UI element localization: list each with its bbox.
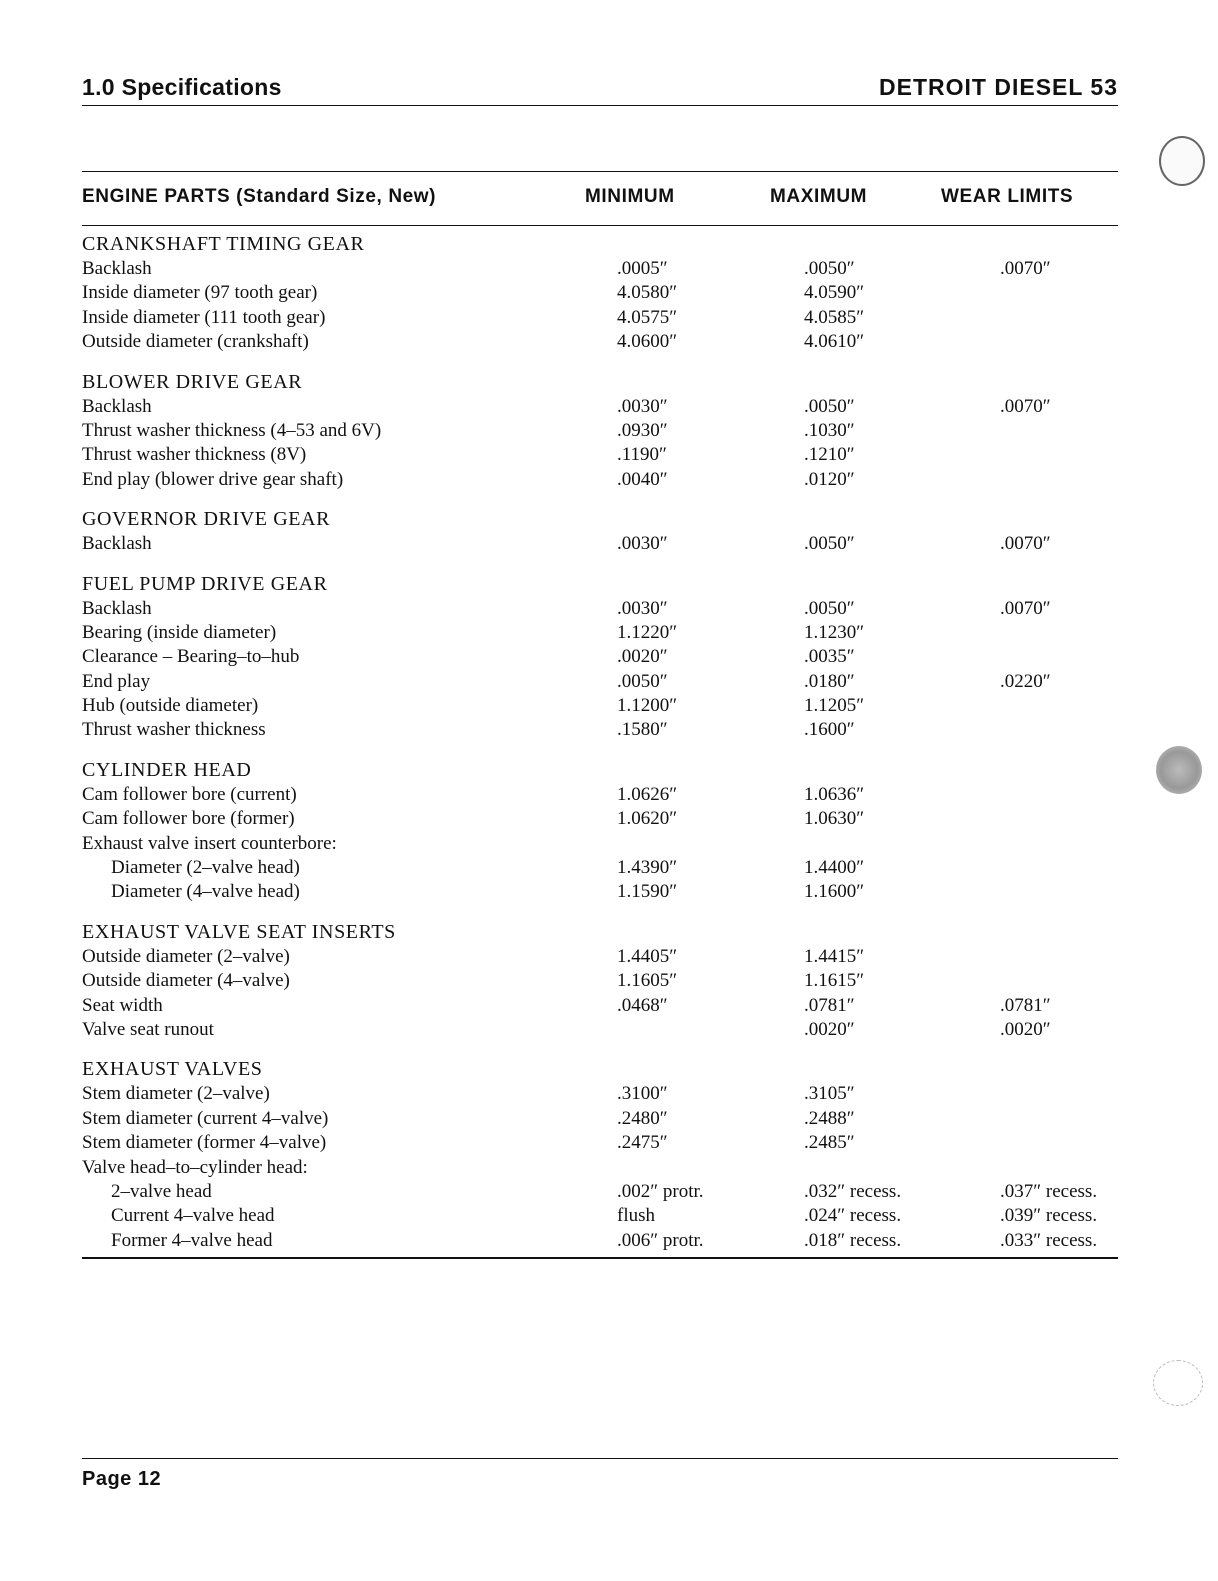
cell-label: Backlash — [82, 395, 152, 417]
footer-divider — [82, 1458, 1118, 1459]
cell-min: 1.4390″ — [617, 857, 678, 879]
cell-min: .006″ protr. — [617, 1229, 704, 1251]
table-row — [82, 1131, 1118, 1155]
spec-section — [82, 231, 1118, 355]
manual-title: DETROIT DIESEL 53 — [879, 74, 1118, 100]
spec-section — [82, 1056, 1118, 1253]
cell-max: .0781″ — [804, 994, 855, 1016]
cell-label: Backlash — [82, 258, 152, 279]
cell-label: Current 4–valve head — [111, 1205, 275, 1227]
cell-max: 1.1205″ — [804, 695, 865, 717]
table-row — [82, 670, 1118, 694]
table-row — [82, 807, 1118, 831]
section-heading: GOVERNOR DRIVE GEAR — [82, 508, 331, 531]
section-title: 1.0 Specifications — [82, 74, 282, 100]
column-headers — [82, 186, 1118, 216]
table-row — [82, 1107, 1118, 1131]
table-row — [82, 621, 1118, 645]
cell-min: 1.1200″ — [617, 695, 678, 717]
cell-min: 1.1605″ — [617, 970, 678, 992]
cell-label: Stem diameter (current 4–valve) — [82, 1107, 329, 1129]
cell-min: 1.0626″ — [617, 783, 678, 805]
table-row — [82, 856, 1118, 880]
column-header-wear-limits: WEAR LIMITS — [941, 186, 1074, 207]
cell-max: 4.0585″ — [804, 306, 865, 328]
cell-min: .0050″ — [617, 670, 668, 692]
spec-section — [82, 369, 1118, 493]
cell-label: 2–valve head — [111, 1180, 212, 1202]
table-row — [82, 1156, 1118, 1180]
cell-label: Stem diameter (former 4–valve) — [82, 1132, 327, 1154]
table-row — [82, 532, 1118, 556]
cell-wear: .0070″ — [1000, 533, 1051, 555]
table-row — [82, 945, 1118, 969]
page-number: Page 12 — [82, 1468, 162, 1490]
cell-wear: .0070″ — [1000, 258, 1051, 279]
cell-label: Hub (outside diameter) — [82, 695, 259, 717]
table-row — [82, 880, 1118, 904]
cell-min: .0020″ — [617, 646, 668, 668]
cell-min: flush — [617, 1205, 655, 1227]
cell-max: .0050″ — [804, 597, 855, 619]
cell-label: Clearance – Bearing–to–hub — [82, 646, 300, 668]
table-row — [82, 419, 1118, 443]
table-row — [82, 468, 1118, 492]
column-header-minimum: MINIMUM — [585, 186, 675, 207]
cell-min: .0930″ — [617, 419, 668, 441]
table-row — [82, 718, 1118, 742]
cell-max: .2485″ — [804, 1132, 855, 1154]
cell-min: .2475″ — [617, 1132, 668, 1154]
table-row — [82, 694, 1118, 718]
spec-table-body — [82, 231, 1118, 1267]
cell-max: 4.0590″ — [804, 282, 865, 304]
cell-max: .0050″ — [804, 533, 855, 555]
cell-max: 1.0636″ — [804, 783, 865, 805]
cell-max: .018″ recess. — [804, 1229, 902, 1251]
cell-max: .0050″ — [804, 258, 855, 279]
cell-min: .0468″ — [617, 994, 668, 1016]
cell-label: Cam follower bore (former) — [82, 808, 295, 830]
spec-section — [82, 919, 1118, 1043]
cell-min: .002″ protr. — [617, 1180, 704, 1202]
cell-min: .2480″ — [617, 1107, 668, 1129]
table-row — [82, 1204, 1118, 1228]
cell-label: Diameter (4–valve head) — [111, 881, 300, 903]
cell-max: .0180″ — [804, 670, 855, 692]
cell-label: Exhaust valve insert counterbore: — [82, 832, 337, 854]
cell-max: 1.4400″ — [804, 857, 865, 879]
cell-max: 4.0610″ — [804, 331, 865, 353]
cell-label: Outside diameter (2–valve) — [82, 945, 290, 967]
cell-wear: .0070″ — [1000, 395, 1051, 417]
cell-min: 4.0600″ — [617, 331, 678, 353]
cell-label: Bearing (inside diameter) — [82, 621, 277, 643]
cell-label: Thrust washer thickness (4–53 and 6V) — [82, 419, 382, 441]
cell-label: Stem diameter (2–valve) — [82, 1083, 270, 1105]
cell-max: .1210″ — [804, 444, 855, 466]
cell-wear: .0781″ — [1000, 994, 1051, 1016]
cell-min: .0005″ — [617, 258, 668, 279]
cell-max: 1.0630″ — [804, 808, 865, 830]
table-row — [82, 645, 1118, 669]
section-heading: FUEL PUMP DRIVE GEAR — [82, 572, 328, 595]
table-row — [82, 1180, 1118, 1204]
table-row — [82, 832, 1118, 856]
cell-label: Seat width — [82, 994, 163, 1016]
table-row — [82, 783, 1118, 807]
cell-min: .0030″ — [617, 597, 668, 619]
table-row — [82, 330, 1118, 354]
table-row — [82, 395, 1118, 419]
cell-label: End play (blower drive gear shaft) — [82, 468, 344, 490]
section-heading: EXHAUST VALVE SEAT INSERTS — [82, 920, 396, 943]
cell-label: Former 4–valve head — [111, 1229, 273, 1251]
cell-max: .0050″ — [804, 395, 855, 417]
cell-label: Outside diameter (crankshaft) — [82, 331, 309, 353]
cell-max: 1.1230″ — [804, 621, 865, 643]
cell-max: .024″ recess. — [804, 1205, 902, 1227]
cell-wear: .039″ recess. — [1000, 1205, 1098, 1227]
cell-min: 4.0580″ — [617, 282, 678, 304]
cell-max: 1.1600″ — [804, 881, 865, 903]
section-heading: BLOWER DRIVE GEAR — [82, 370, 303, 393]
cell-label: Backlash — [82, 597, 152, 619]
cell-max: .0120″ — [804, 468, 855, 490]
spec-section — [82, 757, 1118, 905]
header-divider — [82, 105, 1118, 106]
table-row — [82, 443, 1118, 467]
cell-max: 1.4415″ — [804, 945, 865, 967]
table-row — [82, 1229, 1118, 1253]
cell-min: 1.4405″ — [617, 945, 678, 967]
cell-label: Inside diameter (97 tooth gear) — [82, 282, 318, 304]
cell-wear: .037″ recess. — [1000, 1180, 1098, 1202]
cell-max: 1.1615″ — [804, 970, 865, 992]
cell-label: Backlash — [82, 533, 152, 555]
cell-wear: .0020″ — [1000, 1018, 1051, 1040]
table-row — [82, 257, 1118, 281]
cell-max: .2488″ — [804, 1107, 855, 1129]
cell-label: Thrust washer thickness (8V) — [82, 444, 307, 466]
table-row — [82, 1082, 1118, 1106]
cell-wear: .0220″ — [1000, 670, 1051, 692]
table-row — [82, 306, 1118, 330]
cell-min: .1580″ — [617, 719, 668, 741]
section-heading: CRANKSHAFT TIMING GEAR — [82, 233, 365, 255]
cell-min: 1.1220″ — [617, 621, 678, 643]
cell-min: .0040″ — [617, 468, 668, 490]
table-row — [82, 994, 1118, 1018]
cell-min: .0030″ — [617, 533, 668, 555]
table-bottom-rule — [82, 1257, 1118, 1259]
table-top-rule — [82, 171, 1118, 172]
table-row — [82, 969, 1118, 993]
cell-min: .1190″ — [617, 444, 667, 466]
column-header-rule — [82, 225, 1118, 226]
cell-max: .0020″ — [804, 1018, 855, 1040]
cell-min: .0030″ — [617, 395, 668, 417]
cell-max: .032″ recess. — [804, 1180, 902, 1202]
punch-hole-icon — [1156, 746, 1202, 794]
cell-wear: .033″ recess. — [1000, 1229, 1098, 1251]
cell-wear: .0070″ — [1000, 597, 1051, 619]
punch-hole-icon — [1153, 1360, 1203, 1406]
column-header-parts: ENGINE PARTS (Standard Size, New) — [82, 186, 437, 207]
spec-section — [82, 506, 1118, 556]
punch-hole-icon — [1159, 136, 1205, 186]
cell-label: Valve seat runout — [82, 1018, 214, 1040]
cell-max: .3105″ — [804, 1083, 855, 1105]
spec-section — [82, 571, 1118, 743]
table-row — [82, 1018, 1118, 1042]
cell-min: 1.1590″ — [617, 881, 678, 903]
table-row — [82, 281, 1118, 305]
cell-label: Inside diameter (111 tooth gear) — [82, 306, 326, 328]
cell-label: Outside diameter (4–valve) — [82, 970, 290, 992]
cell-label: End play — [82, 670, 151, 692]
section-heading: EXHAUST VALVES — [82, 1058, 263, 1081]
section-heading: CYLINDER HEAD — [82, 758, 252, 781]
cell-label: Cam follower bore (current) — [82, 783, 297, 805]
cell-label: Diameter (2–valve head) — [111, 857, 300, 879]
cell-min: .3100″ — [617, 1083, 668, 1105]
cell-max: .1600″ — [804, 719, 855, 741]
cell-max: .0035″ — [804, 646, 855, 668]
cell-min: 4.0575″ — [617, 306, 678, 328]
cell-max: .1030″ — [804, 419, 855, 441]
cell-label: Valve head–to–cylinder head: — [82, 1156, 308, 1178]
table-row — [82, 597, 1118, 621]
column-header-maximum: MAXIMUM — [770, 186, 868, 207]
cell-label: Thrust washer thickness — [82, 719, 266, 741]
cell-min: 1.0620″ — [617, 808, 678, 830]
